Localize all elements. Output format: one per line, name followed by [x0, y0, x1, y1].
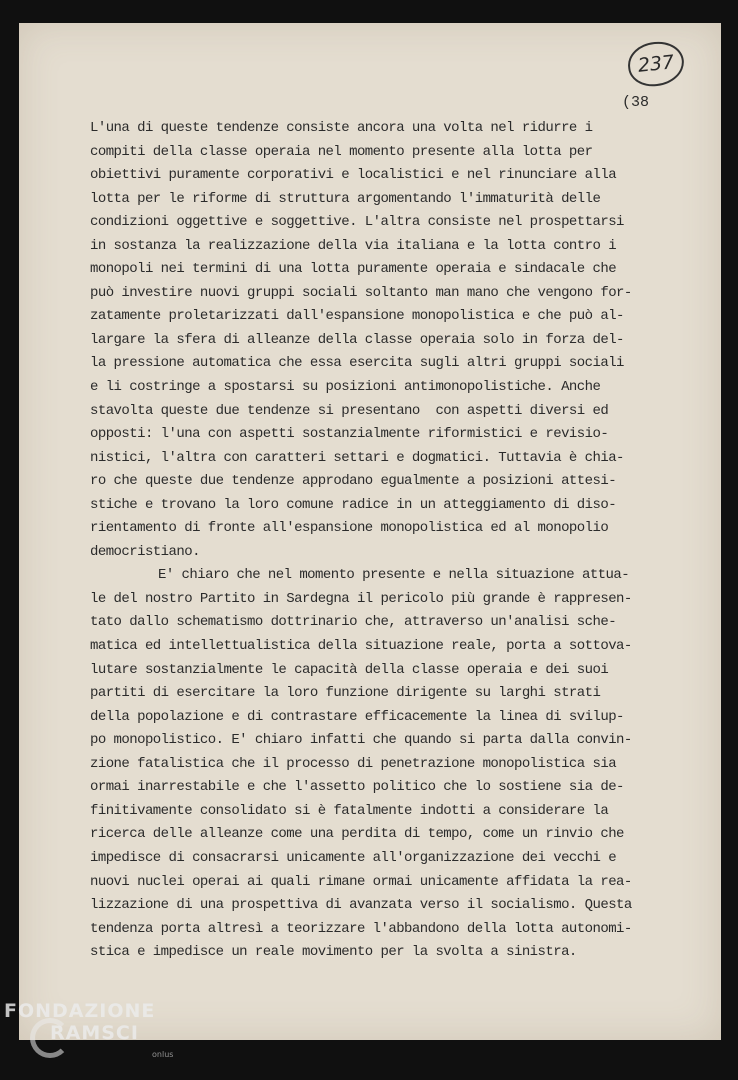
text-line: opposti: l'una con aspetti sostanzialmente riformistici e revisio- [90, 426, 609, 443]
text-line: tendenza porta altresì a teorizzare l'abbandono della lotta autonomi- [90, 920, 632, 937]
archive-number-stamp: 237 [626, 39, 686, 89]
text-line: la pressione automatica che essa esercita sugli altri gruppi sociali [90, 355, 624, 372]
paragraph-1 [90, 117, 690, 564]
text-line: democristiano. [90, 543, 200, 560]
text-line: le del nostro Partito in Sardegna il pericolo più grande è rappresen- [90, 590, 632, 607]
text-line: ro che queste due tendenze approdano egualmente a posizioni attesi- [90, 473, 617, 490]
watermark-line2-wrap [4, 1022, 155, 1044]
document-body [90, 117, 690, 965]
text-line: rientamento di fronte all'espansione monopolistica ed al monopolio [90, 520, 609, 537]
text-line: E' chiaro che nel momento presente e nella situazione attua- [158, 567, 630, 584]
text-line: lutare sostanzialmente le capacità della classe operaia e dei suoi [90, 661, 609, 678]
watermark-logo [4, 1000, 174, 1059]
watermark-onlus: onlus [152, 1050, 174, 1059]
text-line: nistici, l'altra con caratteri settari e dogmatici. Tuttavia è chia- [90, 449, 624, 466]
text-line: lizzazione di una prospettiva di avanzata verso il socialismo. Questa [90, 897, 632, 914]
text-line: monopoli nei termini di una lotta puramente operaia e sindacale che [90, 261, 617, 278]
text-line: largare la sfera di alleanze della classe operaia solo in forza del- [90, 331, 624, 348]
paragraph-2 [90, 564, 690, 964]
text-line: condizioni oggettive e soggettive. L'altra consiste nel prospettarsi [90, 214, 624, 231]
text-line: della popolazione e di contrastare efficacemente la linea di svilup- [90, 708, 624, 725]
text-line: zione fatalistica che il processo di penetrazione monopolistica sia [90, 755, 617, 772]
text-line: ormai inarrestabile e che l'assetto politico che lo sostiene sia de- [90, 779, 624, 796]
text-line: po monopolistico. E' chiaro infatti che quando si parta dalla convin- [90, 732, 632, 749]
text-line: obiettivi puramente corporativi e localistici e nel rinunciare alla [90, 167, 617, 184]
text-line: stavolta queste due tendenze si presentano con aspetti diversi ed [90, 402, 609, 419]
text-line: tato dallo schematismo dottrinario che, attraverso un'analisi sche- [90, 614, 617, 631]
text-line: matica ed intellettualistica della situazione reale, porta a sottova- [90, 638, 632, 655]
text-line: compiti della classe operaia nel momento presente alla lotta per [90, 143, 593, 160]
text-line: può investire nuovi gruppi sociali soltanto man mano che vengono for- [90, 284, 632, 301]
text-line: in sostanza la realizzazione della via italiana e la lotta contro i [90, 237, 617, 254]
text-line: ricerca delle alleanze come una perdita di tempo, come un rinvio che [90, 826, 624, 843]
text-line: stiche e trovano la loro comune radice in un atteggiamento di diso- [90, 496, 617, 513]
watermark-line1: FONDAZIONE [4, 1000, 156, 1022]
g-ring-icon [30, 1018, 70, 1058]
text-line: stica e impedisce un reale movimento per la svolta a sinistra. [90, 944, 577, 961]
page-number: (38 [622, 94, 650, 111]
text-line: impedisce di consacrarsi unicamente all'organizzazione dei vecchi e [90, 849, 617, 866]
watermark-line2: RAMSCI [50, 1022, 139, 1044]
text-line: zatamente proletarizzati dall'espansione monopolistica e che può al- [90, 308, 624, 325]
text-line: partiti di esercitare la loro funzione dirigente su larghi strati [90, 685, 601, 702]
text-line: lotta per le riforme di struttura argomentando l'immaturità delle [90, 190, 601, 207]
text-line: nuovi nuclei operai ai quali rimane ormai unicamente affidata la rea- [90, 873, 632, 890]
text-line: finitivamente consolidato si è fatalmente indotti a considerare la [90, 802, 609, 819]
text-line: e li costringe a spostarsi su posizioni antimonopolistiche. Anche [90, 379, 601, 396]
text-line: L'una di queste tendenze consiste ancora una volta nel ridurre i [90, 120, 593, 136]
